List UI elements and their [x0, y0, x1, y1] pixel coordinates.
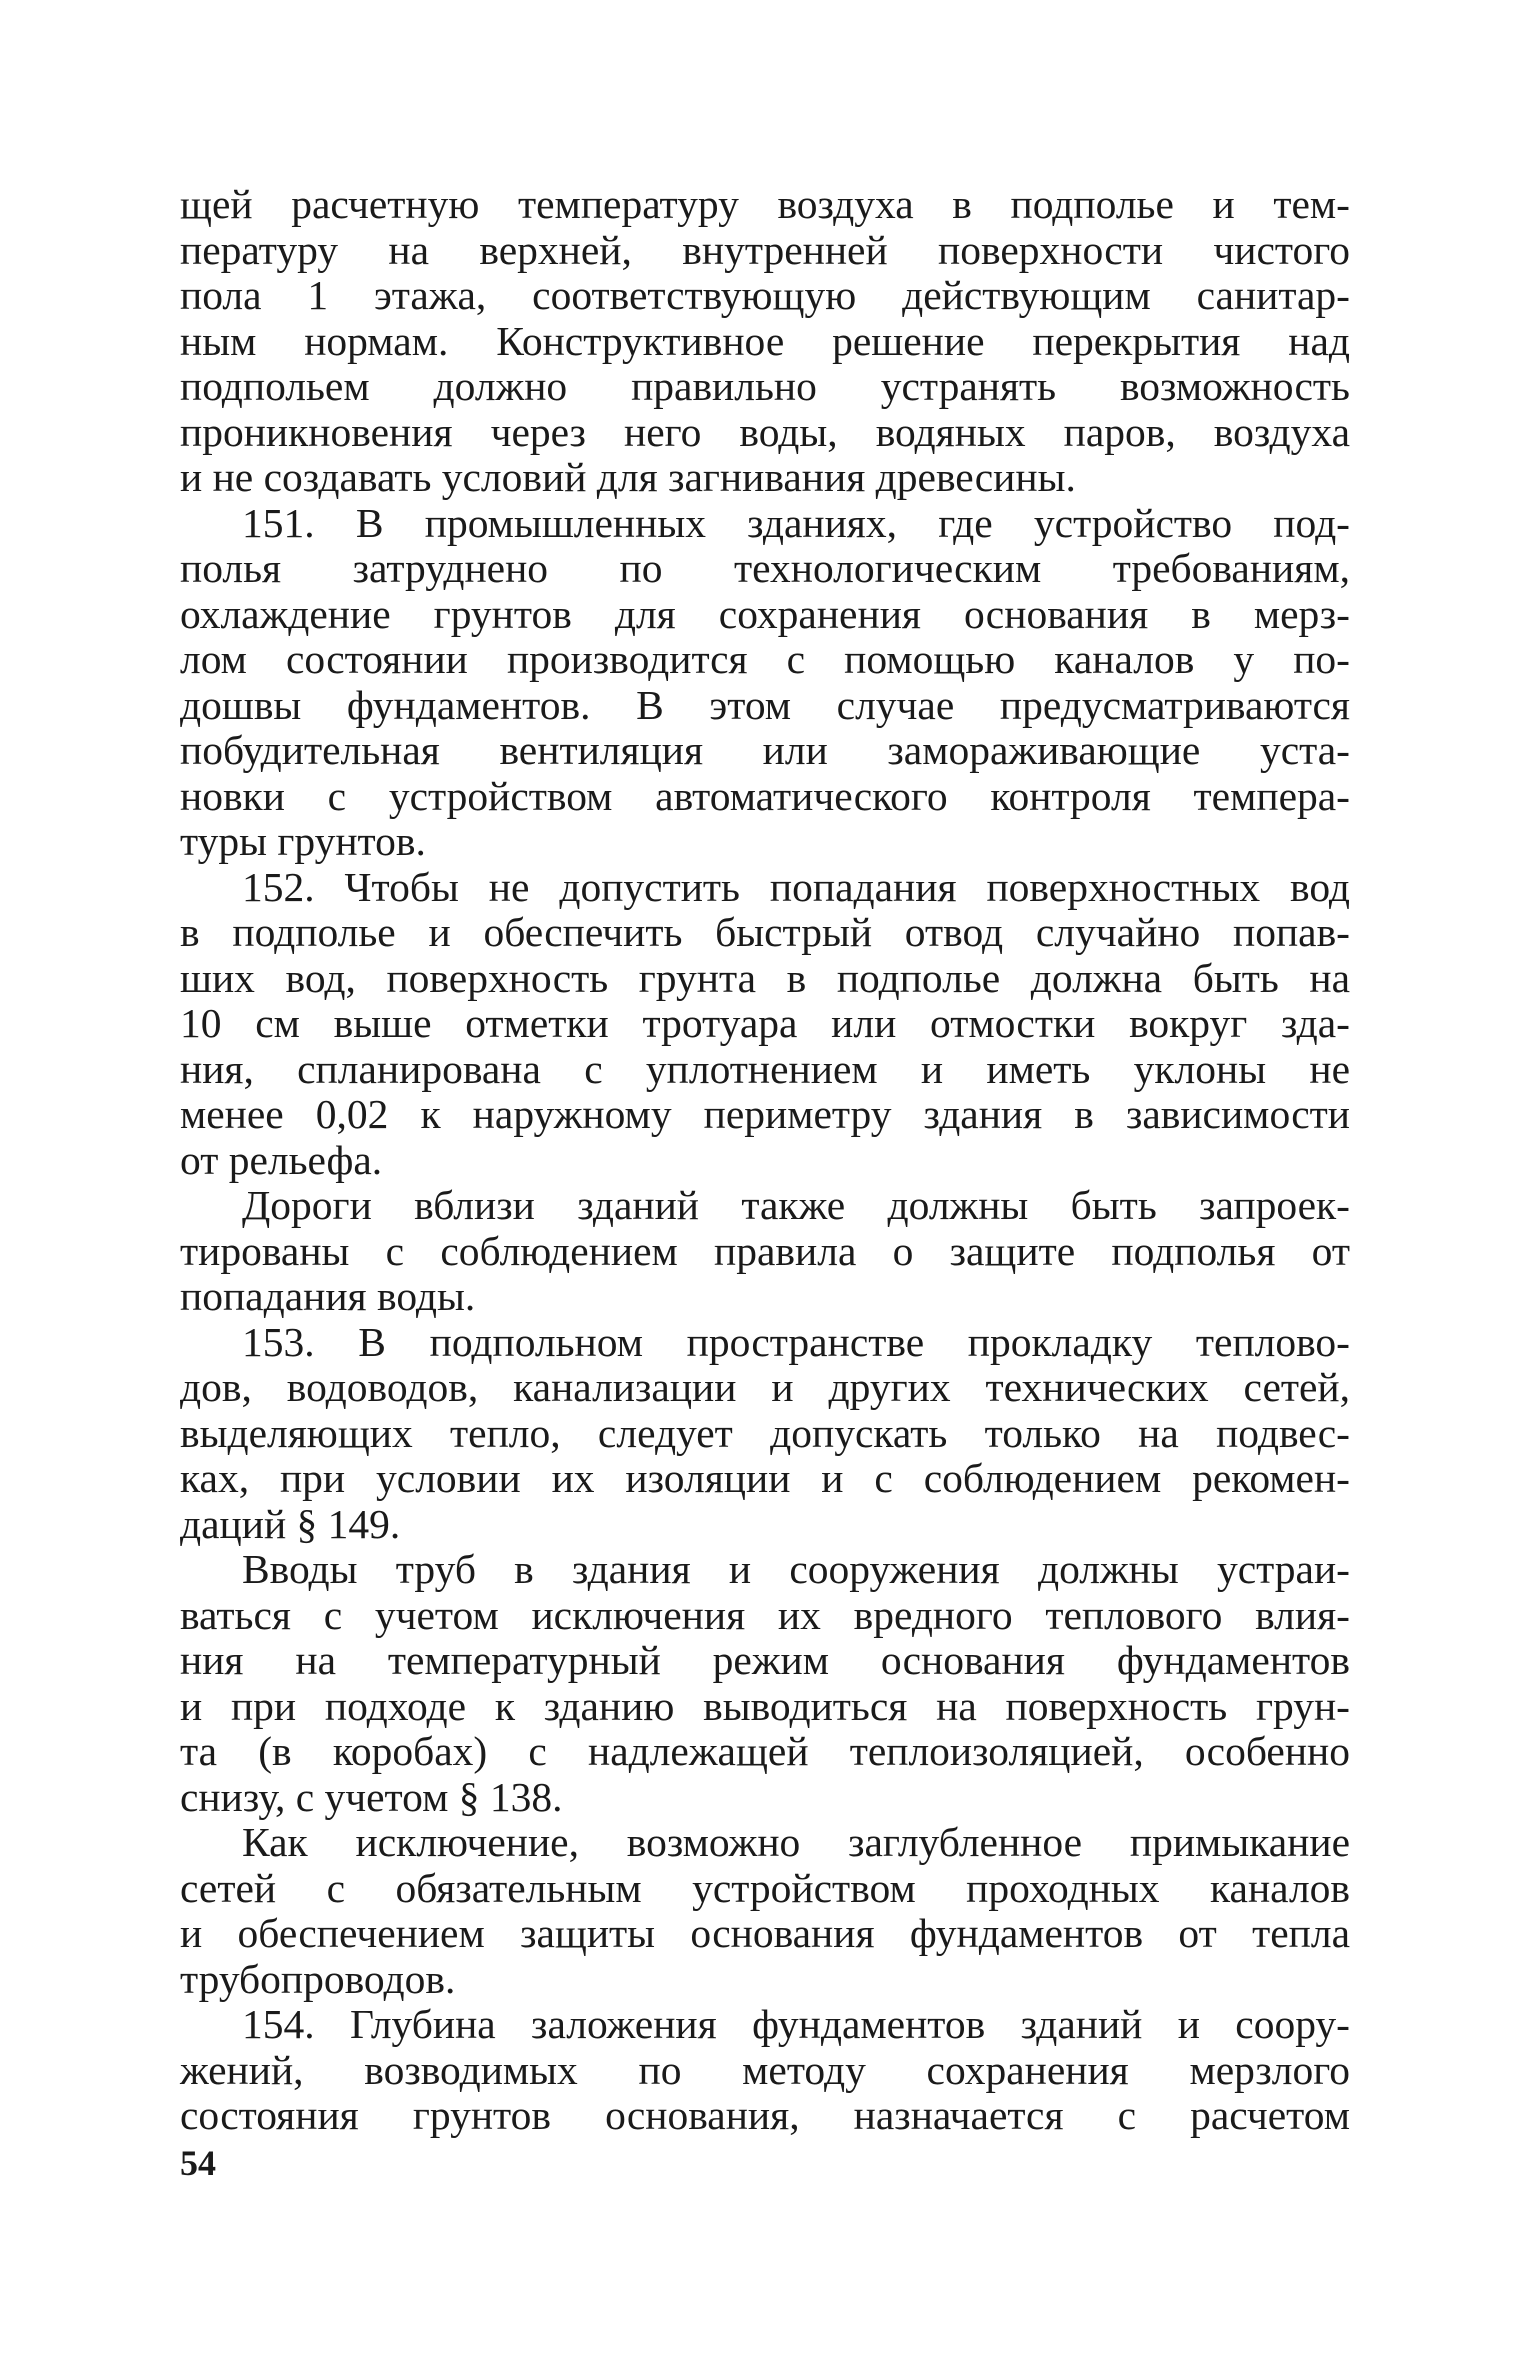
text-line: полья затруднено по технологическим требованиям,: [180, 545, 1350, 591]
text-line: сетей с обязательным устройством проходных каналов: [180, 1864, 1350, 1911]
text-line: жений, возводимых по методу сохранения мерзлого: [180, 2046, 1350, 2093]
text-line: побудительная вентиляция или замораживающие уста-: [180, 727, 1350, 773]
text-line: дов, водоводов, канализации и других технических сетей,: [180, 1364, 1350, 1410]
text-line: охлаждение грунтов для сохранения основания в мерз-: [180, 590, 1350, 637]
text-line: менее 0,02 к наружному периметру здания в зависимости: [180, 1091, 1350, 1137]
text-line: 153. В подпольном пространстве прокладку теплово-: [242, 1318, 1350, 1365]
text-line: ках, при условии их изоляции и с соблюдением рекомен-: [180, 1455, 1350, 1501]
text-line: щей расчетную температуру воздуха в подполье и тем-: [180, 181, 1350, 227]
text-line: Дороги вблизи зданий также должны быть запроек-: [242, 1182, 1350, 1228]
text-line: Вводы труб в здания и сооружения должны устраи-: [242, 1546, 1350, 1592]
text-line: попадания воды.: [180, 1273, 476, 1319]
text-line: ших вод, поверхность грунта в подполье должна быть на: [180, 954, 1350, 1001]
text-line: в подполье и обеспечить быстрый отвод случайно попав-: [180, 909, 1350, 955]
text-line: туры грунтов.: [180, 818, 426, 864]
text-line: пола 1 этажа, соответствующую действующим санитар-: [180, 272, 1350, 318]
text-line: 151. В промышленных зданиях, где устройство под-: [242, 499, 1350, 546]
text-line: и при подходе к зданию выводиться на поверхность грун-: [180, 1682, 1350, 1729]
text-line: тированы с соблюдением правила о защите подполья от: [180, 1227, 1350, 1274]
text-line: ния на температурный режим основания фундаментов: [180, 1637, 1350, 1683]
text-line: и обеспечением защиты основания фундаментов от тепла: [180, 1910, 1350, 1956]
body-text: [180, 182, 1350, 2139]
text-line: 154. Глубина заложения фундаментов зданий и соору-: [242, 2001, 1350, 2047]
text-line: ния, спланирована с уплотнением и иметь уклоны не: [180, 1045, 1350, 1092]
text-line: проникновения через него воды, водяных паров, воздуха: [180, 408, 1350, 455]
text-line: ваться с учетом исключения их вредного теплового влия-: [180, 1591, 1350, 1638]
text-line: снизу, с учетом § 138.: [180, 1773, 563, 1820]
text-line: новки с устройством автоматического контроля темпера-: [180, 772, 1350, 819]
text-line: пературу на верхней, внутренней поверхности чистого: [180, 226, 1350, 273]
text-line: выделяющих тепло, следует допускать только на подвес-: [180, 1409, 1350, 1456]
text-line: 10 см выше отметки тротуара или отмостки вокруг зда-: [180, 1000, 1350, 1046]
text-line: от рельефа.: [180, 1136, 383, 1183]
text-line: 152. Чтобы не допустить попадания поверхностных вод: [242, 863, 1350, 910]
text-line: и не создавать условий для загнивания древесины.: [180, 454, 1076, 500]
text-line: ным нормам. Конструктивное решение перекрытия над: [180, 317, 1350, 364]
page-number: 54: [180, 2143, 216, 2183]
text-line: подпольем должно правильно устранять возможность: [180, 363, 1350, 409]
text-line: состояния грунтов основания, назначается с расчетом: [180, 2092, 1350, 2138]
text-line: лом состоянии производится с помощью каналов у по-: [180, 636, 1350, 682]
text-line: Как исключение, возможно заглубленное примыкание: [242, 1819, 1350, 1865]
text-line: дошвы фундаментов. В этом случае предусматриваются: [180, 681, 1350, 728]
text-line: та (в коробах) с надлежащей теплоизоляцией, особенно: [180, 1728, 1350, 1774]
text-line: даций § 149.: [180, 1500, 401, 1547]
text-line: трубопроводов.: [180, 1955, 456, 2002]
